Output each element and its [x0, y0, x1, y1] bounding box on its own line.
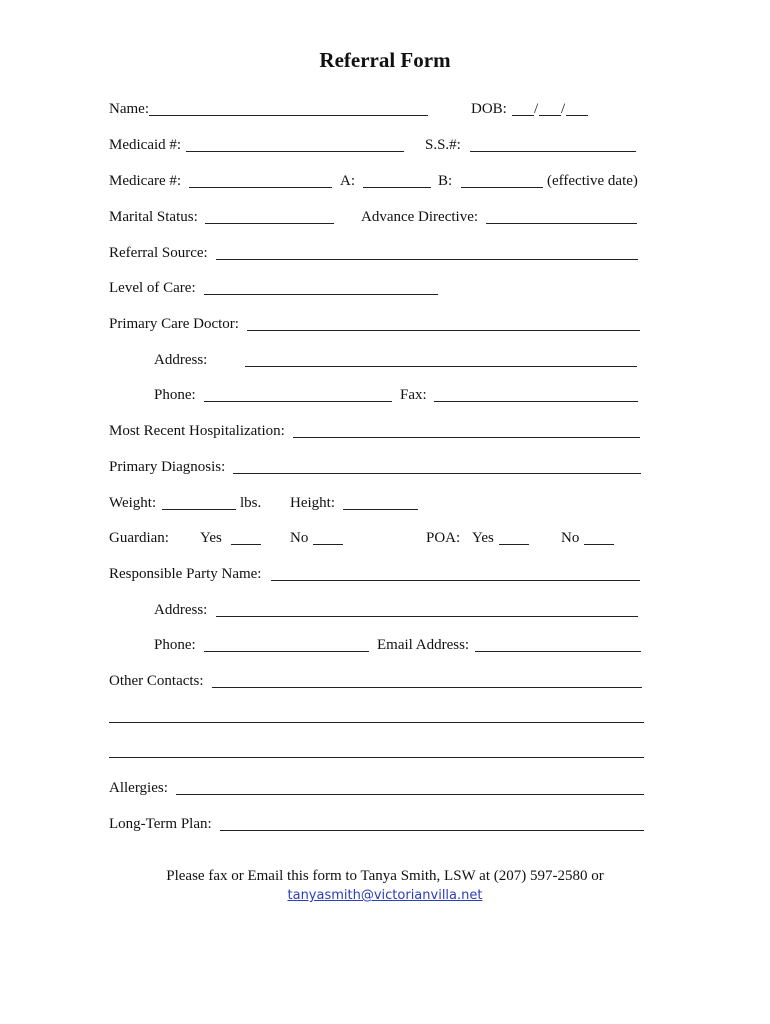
other-contacts-line-2[interactable]: [109, 722, 644, 723]
medicaid-ssn-row: [0, 135, 770, 157]
guardian-yes-label: Yes: [200, 530, 222, 546]
referral-source-label: Referral Source:: [109, 245, 208, 261]
responsible-address-label: Address:: [154, 602, 208, 618]
recent-hospitalization-field[interactable]: [293, 437, 640, 438]
doctor-phone-fax-row: [0, 385, 770, 407]
dob-day-field[interactable]: [539, 115, 561, 116]
responsible-party-row: [0, 564, 770, 586]
doctor-phone-field[interactable]: [204, 401, 392, 402]
level-of-care-field[interactable]: [204, 294, 438, 295]
medicaid-label: Medicaid #:: [109, 137, 182, 153]
name-label: Name:: [109, 101, 149, 117]
weight-unit-label: lbs.: [240, 495, 262, 511]
doctor-address-field[interactable]: [245, 366, 637, 367]
guardian-poa-row: [0, 528, 770, 550]
responsible-phone-email-row: [0, 635, 770, 657]
guardian-no-label: No: [290, 530, 309, 546]
responsible-email-label: Email Address:: [377, 637, 470, 653]
footer-instructions: [0, 867, 770, 905]
poa-no-field[interactable]: [584, 544, 614, 545]
contact-email-link[interactable]: tanyasmith@victorianvilla.net: [287, 888, 483, 903]
diagnosis-row: [0, 457, 770, 479]
guardian-no-field[interactable]: [313, 544, 343, 545]
level-of-care-label: Level of Care:: [109, 280, 196, 296]
medicare-b-label: B:: [438, 173, 453, 189]
marital-status-field[interactable]: [205, 223, 334, 224]
responsible-address-field[interactable]: [216, 616, 638, 617]
poa-label: POA:: [426, 530, 461, 546]
marital-status-label: Marital Status:: [109, 209, 198, 225]
effective-date-label: (effective date): [547, 173, 638, 189]
doctor-fax-label: Fax:: [400, 387, 427, 403]
medicaid-field[interactable]: [186, 151, 404, 152]
responsible-address-row: [0, 600, 770, 622]
footer-text: Please fax or Email this form to Tanya Smith, LSW at (207) 597-2580 or: [166, 868, 604, 884]
long-term-plan-row: [0, 814, 770, 836]
weight-label: Weight:: [109, 495, 157, 511]
medicare-field[interactable]: [189, 187, 332, 188]
other-contacts-continuation-row: [0, 741, 770, 763]
other-contacts-label: Other Contacts:: [109, 673, 204, 689]
medicare-b-field[interactable]: [461, 187, 543, 188]
medicare-label: Medicare #:: [109, 173, 182, 189]
primary-care-doctor-row: [0, 314, 770, 336]
medicare-row: [0, 171, 770, 193]
primary-diagnosis-field[interactable]: [233, 473, 641, 474]
primary-diagnosis-label: Primary Diagnosis:: [109, 459, 226, 475]
doctor-address-label: Address:: [154, 352, 208, 368]
responsible-phone-label: Phone:: [154, 637, 196, 653]
responsible-email-field[interactable]: [475, 651, 641, 652]
responsible-party-field[interactable]: [271, 580, 640, 581]
dob-year-field[interactable]: [566, 115, 588, 116]
poa-no-label: No: [561, 530, 580, 546]
allergies-label: Allergies:: [109, 780, 168, 796]
guardian-label: Guardian:: [109, 530, 169, 546]
name-field[interactable]: [149, 115, 428, 116]
dob-separator: /: [561, 101, 566, 117]
other-contacts-line-3[interactable]: [109, 757, 644, 758]
long-term-plan-label: Long-Term Plan:: [109, 816, 212, 832]
other-contacts-field[interactable]: [212, 687, 642, 688]
weight-field[interactable]: [162, 509, 236, 510]
level-of-care-row: [0, 278, 770, 300]
marital-directive-row: [0, 207, 770, 229]
doctor-address-row: [0, 350, 770, 372]
allergies-row: [0, 778, 770, 800]
referral-source-field[interactable]: [216, 259, 638, 260]
recent-hospitalization-label: Most Recent Hospitalization:: [109, 423, 285, 439]
medicare-a-field[interactable]: [363, 187, 431, 188]
primary-care-doctor-label: Primary Care Doctor:: [109, 316, 239, 332]
other-contacts-continuation-row: [0, 706, 770, 728]
doctor-fax-field[interactable]: [434, 401, 638, 402]
doctor-phone-label: Phone:: [154, 387, 196, 403]
advance-directive-field[interactable]: [486, 223, 637, 224]
primary-care-doctor-field[interactable]: [247, 330, 640, 331]
allergies-field[interactable]: [176, 794, 644, 795]
medicare-a-label: A:: [340, 173, 355, 189]
name-dob-row: [0, 99, 770, 121]
weight-height-row: [0, 493, 770, 515]
ssn-field[interactable]: [470, 151, 636, 152]
dob-month-field[interactable]: [512, 115, 534, 116]
poa-yes-label: Yes: [472, 530, 494, 546]
form-title: Referral Form: [319, 48, 451, 72]
dob-label: DOB:: [471, 101, 507, 117]
dob-separator: /: [534, 101, 539, 117]
responsible-party-label: Responsible Party Name:: [109, 566, 262, 582]
guardian-yes-field[interactable]: [231, 544, 261, 545]
poa-yes-field[interactable]: [499, 544, 529, 545]
height-field[interactable]: [343, 509, 418, 510]
referral-source-row: [0, 243, 770, 265]
long-term-plan-field[interactable]: [220, 830, 644, 831]
responsible-phone-field[interactable]: [204, 651, 369, 652]
advance-directive-label: Advance Directive:: [361, 209, 479, 225]
other-contacts-row: [0, 671, 770, 693]
height-label: Height:: [290, 495, 335, 511]
hospitalization-row: [0, 421, 770, 443]
ssn-label: S.S.#:: [425, 137, 461, 153]
